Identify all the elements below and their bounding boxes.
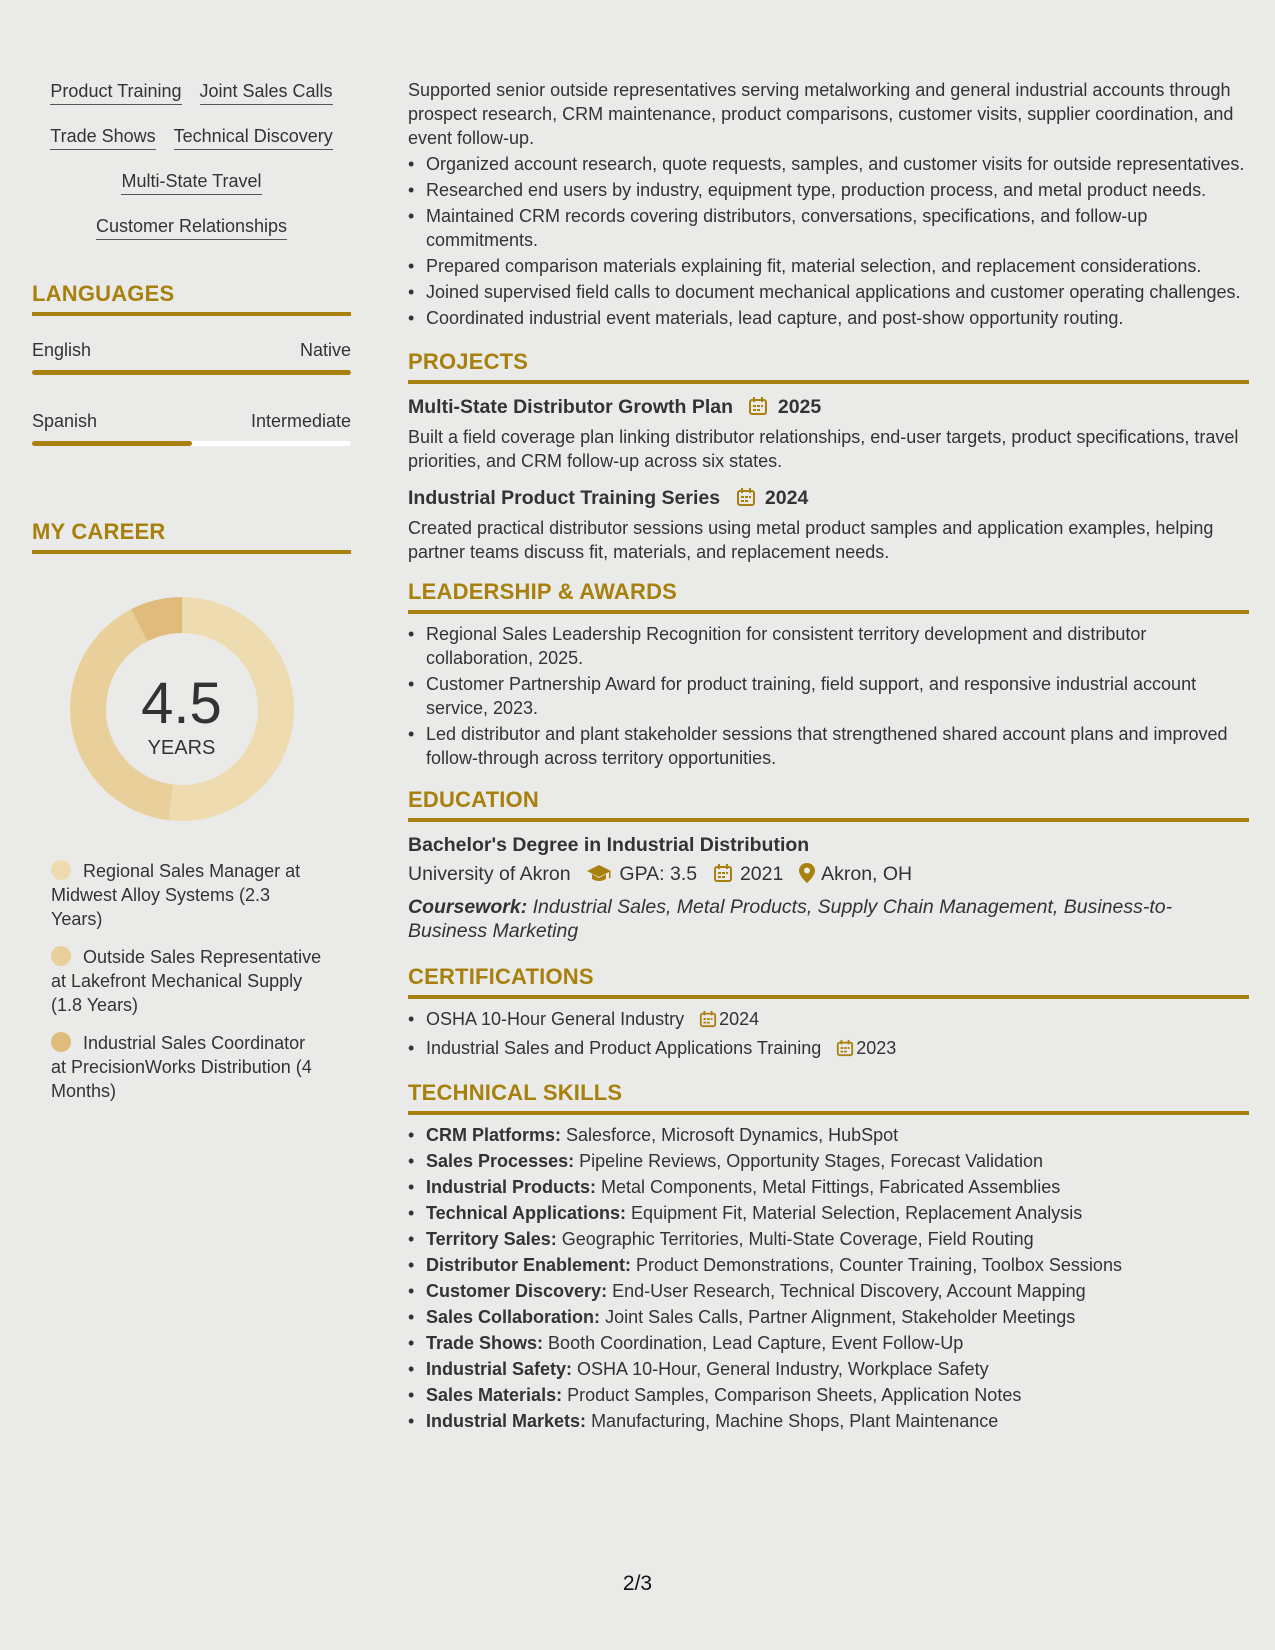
tag: Customer Relationships xyxy=(96,215,287,240)
section-title: EDUCATION xyxy=(408,787,539,812)
list-item: • Customer Discovery: End-User Research, Technical Discovery, Account Mapping xyxy=(408,1279,1249,1303)
list-item: • Sales Materials: Product Samples, Comparison Sheets, Application Notes xyxy=(408,1383,1249,1407)
graduation-cap-icon xyxy=(586,863,612,891)
project-description: Built a field coverage plan linking distributor relationships, end-user targets, product specifications, travel priorities, and CRM follow-up across six states. xyxy=(408,427,1239,471)
language-bar-fill xyxy=(32,370,351,375)
list-item: • Distributor Enablement: Product Demonstrations, Counter Training, Toolbox Sessions xyxy=(408,1253,1249,1277)
legend-dot xyxy=(51,860,71,880)
list-item: • Industrial Safety: OSHA 10-Hour, General Industry, Workplace Safety xyxy=(408,1357,1249,1381)
map-pin-icon xyxy=(799,863,815,891)
list-item: • Joined supervised field calls to document mechanical applications and customer operating challenges. xyxy=(408,280,1249,304)
coursework-label: Coursework: xyxy=(408,896,528,918)
list-item: • Maintained CRM records covering distributors, conversations, specifications, and follow-up commitments. xyxy=(408,204,1249,252)
tag: Joint Sales Calls xyxy=(200,80,333,105)
leadership-section xyxy=(408,578,1249,770)
calendar-icon xyxy=(713,863,733,891)
section-rule xyxy=(408,610,1249,614)
education-details xyxy=(408,860,1249,891)
tag: Multi-State Travel xyxy=(121,170,261,195)
tag: Product Training xyxy=(50,80,181,105)
language-bar xyxy=(32,370,351,375)
list-item: • Technical Applications: Equipment Fit, Material Selection, Replacement Analysis xyxy=(408,1201,1249,1225)
graduation-year: 2021 xyxy=(739,863,784,885)
list-item: • Territory Sales: Geographic Territories, Multi-State Coverage, Field Routing xyxy=(408,1227,1249,1251)
section-rule xyxy=(408,995,1249,999)
list-item: • Sales Processes: Pipeline Reviews, Opportunity Stages, Forecast Validation xyxy=(408,1149,1249,1173)
career-legend-item: Regional Sales Manager at Midwest Alloy Systems (2.3 Years) xyxy=(51,861,301,929)
technical-skills-section xyxy=(408,1079,1249,1433)
calendar-icon xyxy=(836,1039,854,1063)
language-bar-fill xyxy=(32,441,192,446)
project-year: 2025 xyxy=(777,396,822,418)
legend-dot xyxy=(51,946,71,966)
tag: Trade Shows xyxy=(50,125,155,150)
experience-summary: Supported senior outside representatives serving metalworking and general industrial accounts through prospect research, CRM maintenance, product comparisons, customer visits, supplier coordination, and event follow-up. xyxy=(408,80,1234,148)
page-number: 2/3 xyxy=(622,1572,653,1595)
legend-dot xyxy=(51,1032,71,1052)
calendar-icon xyxy=(748,396,768,423)
career-total-years: 4.5 xyxy=(141,671,222,736)
section-title: TECHNICAL SKILLS xyxy=(408,1080,623,1105)
school-name: University of Akron xyxy=(408,863,571,885)
section-rule xyxy=(408,818,1249,822)
skills-list xyxy=(408,1123,1249,1433)
project-title: Industrial Product Training Series 2024 xyxy=(408,485,1249,514)
project-description: Created practical distributor sessions using metal product samples and application examples, helping partner teams discuss fit, materials, and replacement needs. xyxy=(408,518,1214,562)
section-title: CERTIFICATIONS xyxy=(408,964,594,989)
section-title: PROJECTS xyxy=(408,349,529,374)
career-legend-item: Outside Sales Representative at Lakefront Mechanical Supply (1.8 Years) xyxy=(51,947,322,1015)
list-item: • OSHA 10-Hour General Industry 2024 xyxy=(408,1007,1249,1034)
degree-title: Bachelor's Degree in Industrial Distribution xyxy=(408,834,810,856)
experience-entry xyxy=(408,78,1249,330)
list-item: • Customer Partnership Award for product training, field support, and responsive industrial account service, 2023. xyxy=(408,672,1249,720)
language-name: English xyxy=(32,340,92,360)
cert-year: 2023 xyxy=(856,1038,897,1058)
certifications-section xyxy=(408,963,1249,1063)
coursework-list: Industrial Sales, Metal Products, Supply Chain Management, Business-to-Business Marketing xyxy=(408,896,1173,942)
list-item: • Organized account research, quote requests, samples, and customer visits for outside representatives. xyxy=(408,152,1249,176)
list-item: • Regional Sales Leadership Recognition for consistent territory development and distributor collaboration, 2025. xyxy=(408,622,1249,670)
coursework xyxy=(408,895,1249,943)
career-legend-item: Industrial Sales Coordinator at PrecisionWorks Distribution (4 Months) xyxy=(51,1033,312,1101)
list-item: • Prepared comparison materials explaining fit, material selection, and replacement considerations. xyxy=(408,254,1249,278)
experience-bullets xyxy=(408,152,1249,330)
language-name: Spanish xyxy=(32,411,98,431)
strength-tags xyxy=(32,80,351,240)
list-item: • Industrial Markets: Manufacturing, Machine Shops, Plant Maintenance xyxy=(408,1409,1249,1433)
list-item: • Industrial Products: Metal Components, Metal Fittings, Fabricated Assemblies xyxy=(408,1175,1249,1199)
tag: Technical Discovery xyxy=(174,125,333,150)
project-year: 2024 xyxy=(764,487,809,509)
list-item: • Trade Shows: Booth Coordination, Lead Capture, Event Follow-Up xyxy=(408,1331,1249,1355)
list-item: • Led distributor and plant stakeholder sessions that strengthened shared account plans and improved follow-through across territory opportunities. xyxy=(408,722,1249,770)
section-title: LEADERSHIP & AWARDS xyxy=(408,579,678,604)
career-years-unit: YEARS xyxy=(147,737,216,759)
section-title: LANGUAGES xyxy=(32,281,175,306)
left-column xyxy=(32,80,351,1117)
languages-section xyxy=(32,280,351,446)
language-bar xyxy=(32,441,351,446)
language-item xyxy=(32,409,351,446)
section-rule xyxy=(408,380,1249,384)
career-legend xyxy=(32,859,322,1103)
section-title: MY CAREER xyxy=(32,519,166,544)
language-level: Native xyxy=(299,340,351,360)
list-item: • Coordinated industrial event materials, lead capture, and post-show opportunity routing. xyxy=(408,306,1249,330)
education-section xyxy=(408,786,1249,943)
cert-year: 2024 xyxy=(719,1009,760,1029)
list-item: • Sales Collaboration: Joint Sales Calls, Partner Alignment, Stakeholder Meetings xyxy=(408,1305,1249,1329)
section-rule xyxy=(32,550,351,554)
school-location: Akron, OH xyxy=(821,863,913,885)
language-level: Intermediate xyxy=(250,411,351,431)
career-donut-chart xyxy=(67,594,297,824)
list-item: • Industrial Sales and Product Applications Training 2023 xyxy=(408,1036,1249,1063)
section-rule xyxy=(408,1111,1249,1115)
calendar-icon xyxy=(699,1010,717,1034)
list-item: • CRM Platforms: Salesforce, Microsoft Dynamics, HubSpot xyxy=(408,1123,1249,1147)
right-column xyxy=(408,78,1249,1433)
projects-section xyxy=(408,348,1249,564)
list-item: • Researched end users by industry, equipment type, production process, and metal product needs. xyxy=(408,178,1249,202)
gpa: GPA: 3.5 xyxy=(619,863,698,885)
project-title: Multi-State Distributor Growth Plan 2025 xyxy=(408,394,1249,423)
career-section xyxy=(32,518,351,1103)
calendar-icon xyxy=(736,487,756,514)
section-rule xyxy=(32,312,351,316)
language-item xyxy=(32,338,351,375)
